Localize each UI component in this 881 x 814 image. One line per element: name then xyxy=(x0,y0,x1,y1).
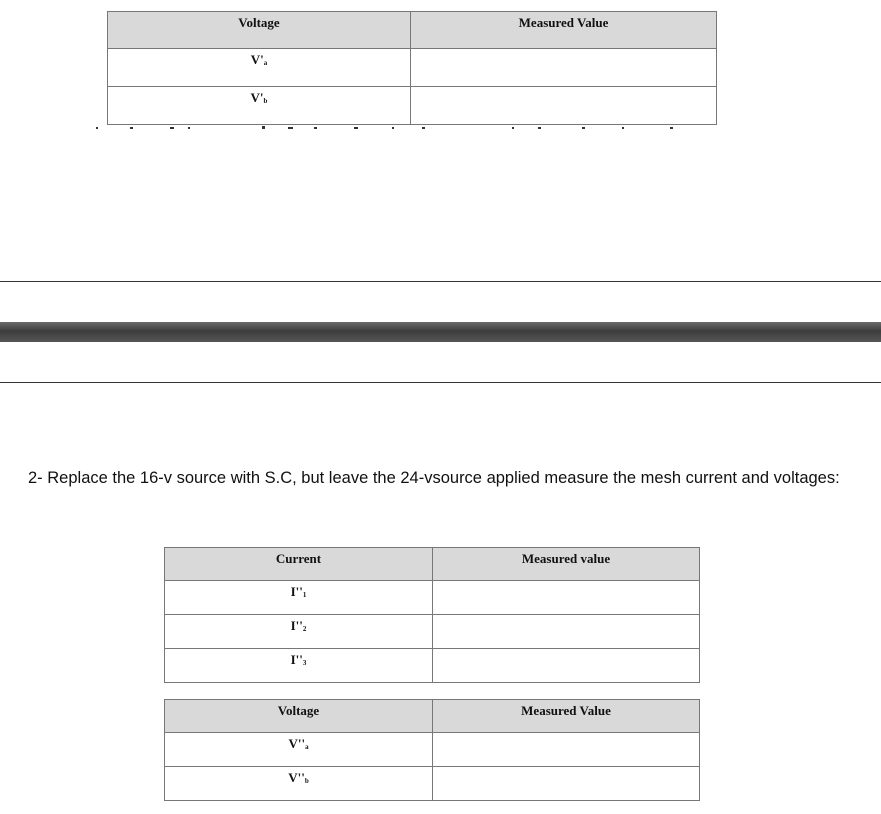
voltage-table-2 xyxy=(164,699,700,801)
current-label-cell: I''1 xyxy=(165,581,433,615)
current-table xyxy=(164,547,700,683)
voltage-label-cell: V''b xyxy=(165,767,433,801)
measured-value-cell xyxy=(411,87,717,125)
measured-value-header: Measured Value xyxy=(411,12,717,49)
measured-value-header: Measured value xyxy=(433,548,700,581)
measured-value-cell xyxy=(411,49,717,87)
measured-value-cell xyxy=(433,615,700,649)
voltage-label-cell: V''a xyxy=(165,733,433,767)
current-label-cell: I''2 xyxy=(165,615,433,649)
page-separator-top-line xyxy=(0,281,881,282)
clipped-text-fragment xyxy=(92,124,682,130)
question-text: 2- Replace the 16-v source with S.C, but leave the 24-vsource applied measure the mesh current and voltages: xyxy=(28,469,840,487)
measured-value-header: Measured Value xyxy=(433,700,700,733)
page-separator-bar xyxy=(0,322,881,342)
page-separator-bottom-line xyxy=(0,382,881,383)
voltage-table-1 xyxy=(107,11,717,125)
voltage-header: Voltage xyxy=(165,700,433,733)
measured-value-cell xyxy=(433,767,700,801)
current-label-cell: I''3 xyxy=(165,649,433,683)
voltage-label-cell: V'b xyxy=(108,87,411,125)
voltage-label-cell: V'a xyxy=(108,49,411,87)
measured-value-cell xyxy=(433,649,700,683)
measured-value-cell xyxy=(433,733,700,767)
current-header: Current xyxy=(165,548,433,581)
measured-value-cell xyxy=(433,581,700,615)
voltage-header: Voltage xyxy=(108,12,411,49)
